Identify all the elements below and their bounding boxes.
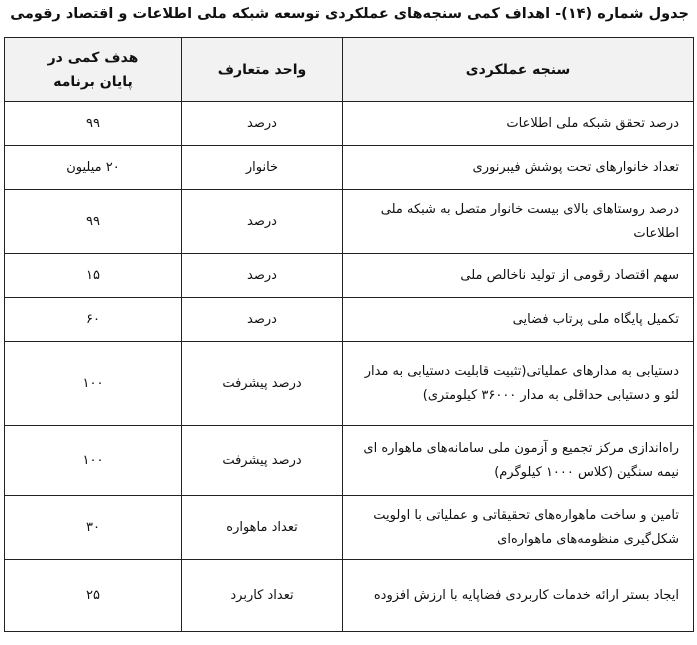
target-cell: ۳۰ [5,496,182,560]
unit-cell: تعداد کاربرد [182,560,343,632]
target-cell: ۱۵ [5,254,182,298]
header-target: هدف کمی در پایان برنامه [5,38,182,102]
unit-cell: درصد [182,254,343,298]
metric-cell: دستیابی به مدارهای عملیاتی(تثبیت قابلیت دستیابی به مدار لئو و دستیابی حداقلی به مدار ۳۶۰۰۰ کیلومتری) [343,342,694,426]
target-cell: ۱۰۰ [5,426,182,496]
metric-cell: تعداد خانوارهای تحت پوشش فیبرنوری [343,146,694,190]
performance-metrics-table [4,37,694,632]
target-cell: ۱۰۰ [5,342,182,426]
unit-cell: تعداد ماهواره [182,496,343,560]
header-metric: سنجه عملکردی [343,38,694,102]
target-cell: ۲۰ میلیون [5,146,182,190]
table-row [5,426,694,496]
metric-cell: تکمیل پایگاه ملی پرتاب فضایی [343,298,694,342]
unit-cell: درصد پیشرفت [182,342,343,426]
table-row [5,342,694,426]
metric-cell: درصد تحقق شبکه ملی اطلاعات [343,102,694,146]
metric-cell: ایجاد بستر ارائه خدمات کاربردی فضاپایه با ارزش افزوده [343,560,694,632]
table-header-row [5,38,694,102]
table-row [5,254,694,298]
unit-cell: درصد [182,190,343,254]
unit-cell: درصد [182,102,343,146]
metric-cell: درصد روستاهای بالای بیست خانوار متصل به شبکه ملی اطلاعات [343,190,694,254]
table-row [5,146,694,190]
table-row [5,102,694,146]
table-row [5,298,694,342]
unit-cell: درصد پیشرفت [182,426,343,496]
target-cell: ۹۹ [5,102,182,146]
table-row [5,190,694,254]
header-unit: واحد متعارف [182,38,343,102]
unit-cell: خانوار [182,146,343,190]
metric-cell: راه‌اندازی مرکز تجمیع و آزمون ملی سامانه‌های ماهواره ای نیمه سنگین (کلاس ۱۰۰۰ کیلوگرم) [343,426,694,496]
metric-cell: سهم اقتصاد رقومی از تولید ناخالص ملی [343,254,694,298]
unit-cell: درصد [182,298,343,342]
target-cell: ۲۵ [5,560,182,632]
target-cell: ۹۹ [5,190,182,254]
table-row [5,496,694,560]
table-caption: جدول شماره (۱۴)- اهداف کمی سنجه‌های عملکردی توسعه شبکه ملی اطلاعات و اقتصاد رقومی [10,6,689,22]
target-cell: ۶۰ [5,298,182,342]
metric-cell: تامین و ساخت ماهواره‌های تحقیقاتی و عملیاتی با اولویت شکل‌گیری منظومه‌های ماهواره‌ای [343,496,694,560]
table-row [5,560,694,632]
